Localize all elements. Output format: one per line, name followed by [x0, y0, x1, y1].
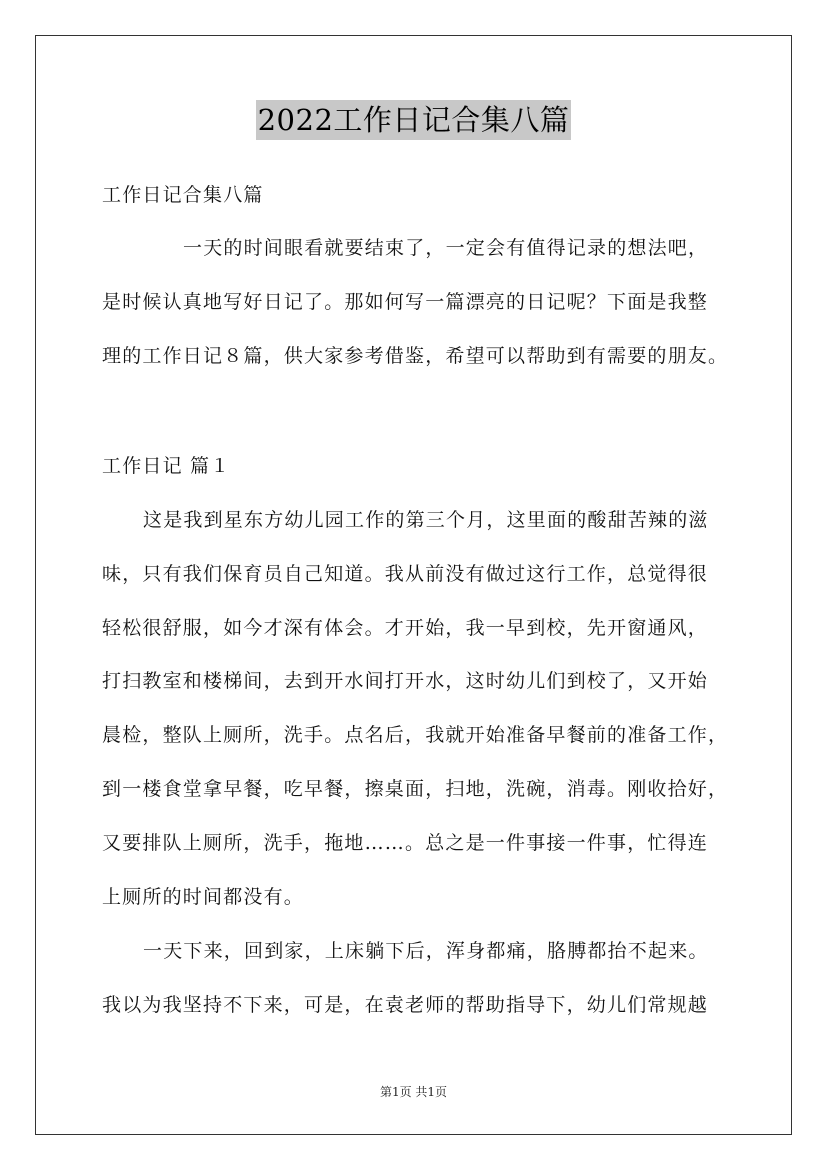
intro-line: 是时候认真地写好日记了。那如何写一篇漂亮的日记呢？下面是我整: [102, 291, 709, 313]
paragraph-line: 打扫教室和楼梯间，去到开水间打开水，这时幼儿们到校了，又开始: [102, 670, 709, 692]
paragraph-line: 上厕所的时间都没有。: [102, 886, 305, 908]
title-container: [0, 100, 827, 140]
document-subtitle: 工作日记合集八篇: [102, 184, 264, 206]
paragraph-line: 一天下来，回到家，上床躺下后，浑身都痛，胳膊都抬不起来。: [143, 940, 709, 962]
intro-line: 一天的时间眼看就要结束了，一定会有值得记录的想法吧，: [183, 237, 709, 259]
document-title: 2022工作日记合集八篇: [256, 100, 572, 140]
paragraph-line: 味，只有我们保育员自己知道。我从前没有做过这行工作，总觉得很: [102, 563, 709, 585]
page-footer: 第1页 共1页: [379, 1085, 448, 1099]
paragraph-line: 晨检，整队上厕所，洗手。点名后，我就开始准备早餐前的准备工作，: [102, 724, 729, 746]
paragraph-line: 我以为我坚持不下来，可是，在袁老师的帮助指导下，幼儿们常规越: [102, 994, 709, 1016]
paragraph-line: 到一楼食堂拿早餐，吃早餐，擦桌面，扫地，洗碗，消毒。刚收拾好，: [102, 778, 729, 800]
section-heading: 工作日记 篇１: [102, 455, 231, 477]
paragraph-line: 又要排队上厕所，洗手，拖地……。总之是一件事接一件事，忙得连: [102, 832, 709, 854]
intro-line: 理的工作日记８篇，供大家参考借鉴，希望可以帮助到有需要的朋友。: [102, 345, 729, 367]
paragraph-line: 这是我到星东方幼儿园工作的第三个月，这里面的酸甜苦辣的滋: [143, 509, 709, 531]
paragraph-line: 轻松很舒服，如今才深有体会。才开始，我一早到校，先开窗通风，: [102, 617, 709, 639]
